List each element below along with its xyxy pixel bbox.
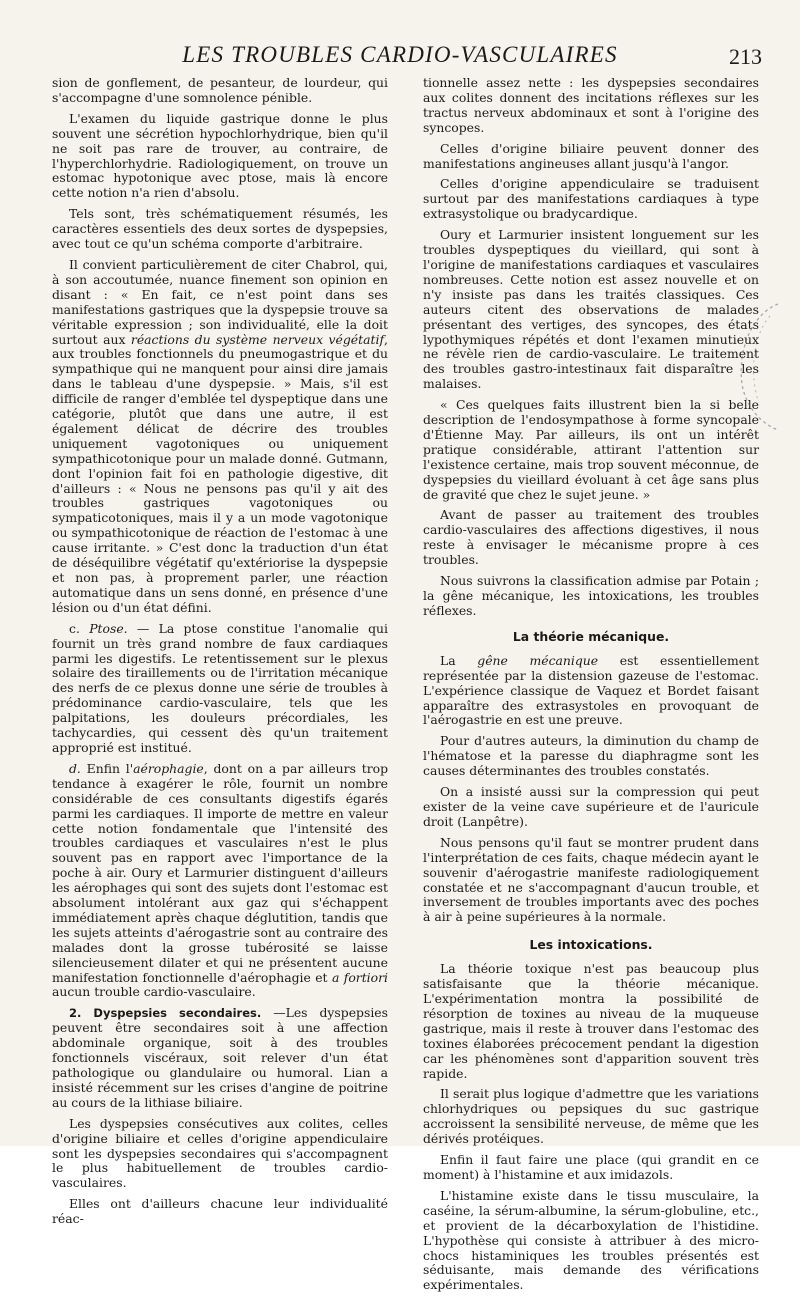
paragraph: Nous pensons qu'il faut se montrer prudent dans l'interprétation de ces faits, chaque médecin ayant le souvenir d'aérogastrie manifeste radiologiquement constatée et ne s'accompagnant d'aucun trouble, et inversement de troubles importants avec des poches à air à peine supérieures à la normale. — [423, 834, 759, 925]
italic-run: a fortiori — [331, 969, 388, 985]
paragraph: Pour d'autres auteurs, la diminution du champ de l'hématose et la paresse du diaphragme sont les causes déterminantes des troubles constatés. — [423, 733, 759, 779]
paragraph: Celles d'origine biliaire peuvent donner des manifestations angineuses allant jusqu'à l'angor. — [423, 140, 759, 171]
left-column — [52, 76, 388, 1233]
item-label: c. — [69, 620, 90, 636]
paragraph: Nous suivrons la classification admise par Potain ; la gêne mécanique, les intoxications, les troubles réflexes. — [423, 573, 759, 618]
paragraph: sion de gonflement, de pesanteur, de lourdeur, qui s'accompagne d'une somnolence pénible. — [52, 75, 388, 105]
paragraph: Avant de passer au traitement des troubles cardio-vasculaires des affections digestives, il nous reste à envisager le mécanisme propre à ces troubles. — [423, 507, 759, 568]
italic-run: Ptose. — [89, 620, 128, 636]
paragraph: tionnelle assez nette : les dyspepsies secondaires aux colites donnent des incitations réflexes sur les tractus nerveux abdominaux et sont à l'origine des syncopes. — [423, 75, 759, 135]
italic-run: réactions du système nerveux végétatif — [130, 331, 385, 347]
paragraph: On a insisté aussi sur la compression qui peut exister de la veine cave supérieure et de l'auricule droit (Lanpêtre). — [423, 784, 759, 829]
text-run: aucun trouble cardio-vasculaire. — [52, 984, 256, 1000]
running-title: LES TROUBLES CARDIO-VASCULAIRES — [182, 42, 618, 67]
paragraph: Les dyspepsies consécutives aux colites, celles d'origine biliaire et celles d'origine appendiculaire sont les dyspepsies secondaires qui s'accompagnent le plus habituellement de troubles cardio-vasculaires. — [52, 1115, 388, 1191]
paragraph-dyspepsies-secondaires — [52, 1006, 388, 1110]
paragraph — [423, 654, 759, 729]
paragraph: Tels sont, très schématiquement résumés, les caractères essentiels des deux sortes de dyspepsies, avec tout ce qu'un schéma comporte d'arbitraire. — [52, 206, 388, 252]
paragraph: L'histamine existe dans le tissu musculaire, la caséine, la sérum-albumine, la sérum-globuline, etc., et provient de la décarboxylation de l'histidine. L'hypothèse qui consiste à attribuer à des micro-chocs histaminiques les troubles présentés est séduisante, mais demande des vérifications expérimentales. — [423, 1187, 759, 1293]
paragraph: La théorie toxique n'est pas beaucoup plus satisfaisante que la théorie mécanique. L'expérimentation montra la possibilité de résorption de toxines au niveau de la muqueuse gastrique, mais il reste à trouver dans l'estomac des toxines élaborées précocement pendant la digestion car les phénomènes sont d'apparition souvent très rapide. — [423, 961, 759, 1081]
page-number: 213 — [729, 44, 762, 69]
italic-run: gêne mécanique — [477, 652, 599, 668]
italic-run: aérophagie — [133, 760, 204, 776]
paragraph — [52, 258, 388, 616]
text-run: , dont on a par ailleurs trop tendance à exagérer le rôle, fournit un nombre considérable de ces consultants digestifs égarés parmi les cardiaques. Il importe de mettre en valeur cette notion fondamentale que l'intensité des troubles cardiaques et vasculaires n'est le plus souvent pas en rapport avec l'importance de la poche à air. Oury et Larmurier distinguent d'ailleurs les aérophages qui sont des sujets dont l'estomac est absolument intolérant aux gaz qui s'échappent immédiatement après chaque déglutition, tandis que les sujets atteints d'aérogastrie sont au contraire des malades dont la grosse tubérosité se laisse silencieusement dilater et qui ne présentent aucune manifestation fonctionnelle d'aérophagie et — [52, 760, 389, 985]
text-run: Enfin l' — [86, 760, 134, 776]
text-run: Il convient particulièrement de citer Chabrol, qui, à son accoutumée, nuance finement son opinion en disant : « En fait, ce n'est point dans ses manifestations gastriques que la dyspepsie trouve sa véritable expression ; son individualité, elle la doit surtout aux — [52, 256, 388, 347]
paragraph-quote: « Ces quelques faits illustrent bien la si belle description de l'endosympathose à forme syncopale d'Étienne May. Par ailleurs, ils ont un intérêt pratique considérable, attirant l'attention sur l'existence certaine, mais trop souvent méconnue, de dyspepsies du vieillard évoluant à cet âge sans plus de gravité que chez le sujet jeune. » — [423, 397, 759, 502]
paragraph-aerophagie — [52, 762, 388, 1001]
paragraph: L'examen du liquide gastrique donne le plus souvent une sécrétion hypochlorhydrique, bien qu'il ne soit pas rare de trouver, au contraire, de l'hyperchlorhydrie. Radiologiquement, on trouve un estomac hypotonique avec ptose, mais là encore cette notion n'a rien d'absolu. — [52, 110, 388, 201]
text-run: La — [440, 652, 478, 668]
text-run: —Les dyspepsies peuvent être secondaires soit à une affection abdominale organique, soit à des troubles fonctionnels viscéraux, soit relever d'un état pathologique ou glandulaire ou humoral. Lian a insisté récemment sur les crises d'angine de poitrine au cours de la lithiase biliaire. — [52, 1005, 388, 1110]
paragraph-ptose — [52, 622, 388, 756]
section-label: 2. Dyspepsies secondaires. — [69, 1006, 262, 1021]
paragraph: Enfin il faut faire une place (qui grandit en ce moment) à l'histamine et aux imidazols. — [423, 1152, 759, 1182]
right-column — [423, 76, 759, 1299]
section-heading-mecanique: La théorie mécanique. — [512, 628, 670, 644]
paragraph: Il serait plus logique d'admettre que les variations chlorhydriques ou pepsiques du suc gastrique accroissent la sensibilité nerveuse, de même que les dérivés protéiques. — [423, 1086, 759, 1147]
paragraph: Elles ont d'ailleurs chacune leur individualité réac- — [52, 1196, 388, 1227]
paragraph: Celles d'origine appendiculaire se traduisent surtout par des manifestations cardiaques à type extrasystolique ou bradycardique. — [423, 176, 759, 222]
item-label: d. — [69, 760, 87, 776]
text-run: , aux troubles fonctionnels du pneumogastrique et du sympathique qui ne manquent pour ainsi dire jamais dans le tableau d'une dyspepsie. » Mais, s'il est difficile de ranger d'emblée tel dyspeptique dans une catégorie, plutôt que dans une autre, il est également délicat de décrire des troubles uniquement vagotoniques ou uniquement sympathicotonique pour un malade donné. Gutmann, dont l'opinion fait foi en pathologie digestive, dit d'ailleurs : « Nous ne pensons pas qu'il y ait des troubles gastriques vagotoniques ou sympaticotoniques, mais il y a un mode vagotonique ou sympathicotonique de réaction de l'estomac à une cause irritante. » C'est donc la traduction d'un état de déséquilibre végétatif qu'extériorise la dyspepsie et non pas, à proprement parler, une réaction automatique dans un sens donné, en présence d'une lésion ou d'un état défini. — [52, 331, 388, 615]
text-run: — La ptose constitue l'anomalie qui fournit un très grand nombre de faux cardiaques parmi les digestifs. Le retentissement sur le plexus solaire des tiraillements ou de l'irritation mécanique des nerfs de ce plexus donne une série de troubles à prédominance cardio-vasculaire, tels que les palpitations, les douleurs précordiales, les tachycardies, qui cessent dès qu'un traitement approprié est institué. — [52, 620, 388, 755]
text-run: est essentiellement représentée par la distension gazeuse de l'estomac. L'expérience classique de Vaquez et Bordet faisant apparaître des extrasystoles en provoquant de l'aérogastrie en est une preuve. — [423, 652, 759, 728]
paragraph: Oury et Larmurier insistent longuement sur les troubles dyspeptiques du vieillard, qui sont à l'origine de manifestations cardiaques et vasculaires nombreuses. Cette notion est assez nouvelle et on n'y insiste pas dans les traités classiques. Ces auteurs citent des observations de malades présentant des vertiges, des syncopes, des états lypothymiques répétés et dont l'examen minutieux ne révèle rien de cardio-vasculaire. Le traitement des troubles gastro-intestinaux fait disparaître les malaises. — [423, 227, 759, 392]
section-heading-intoxications: Les intoxications. — [529, 937, 653, 953]
